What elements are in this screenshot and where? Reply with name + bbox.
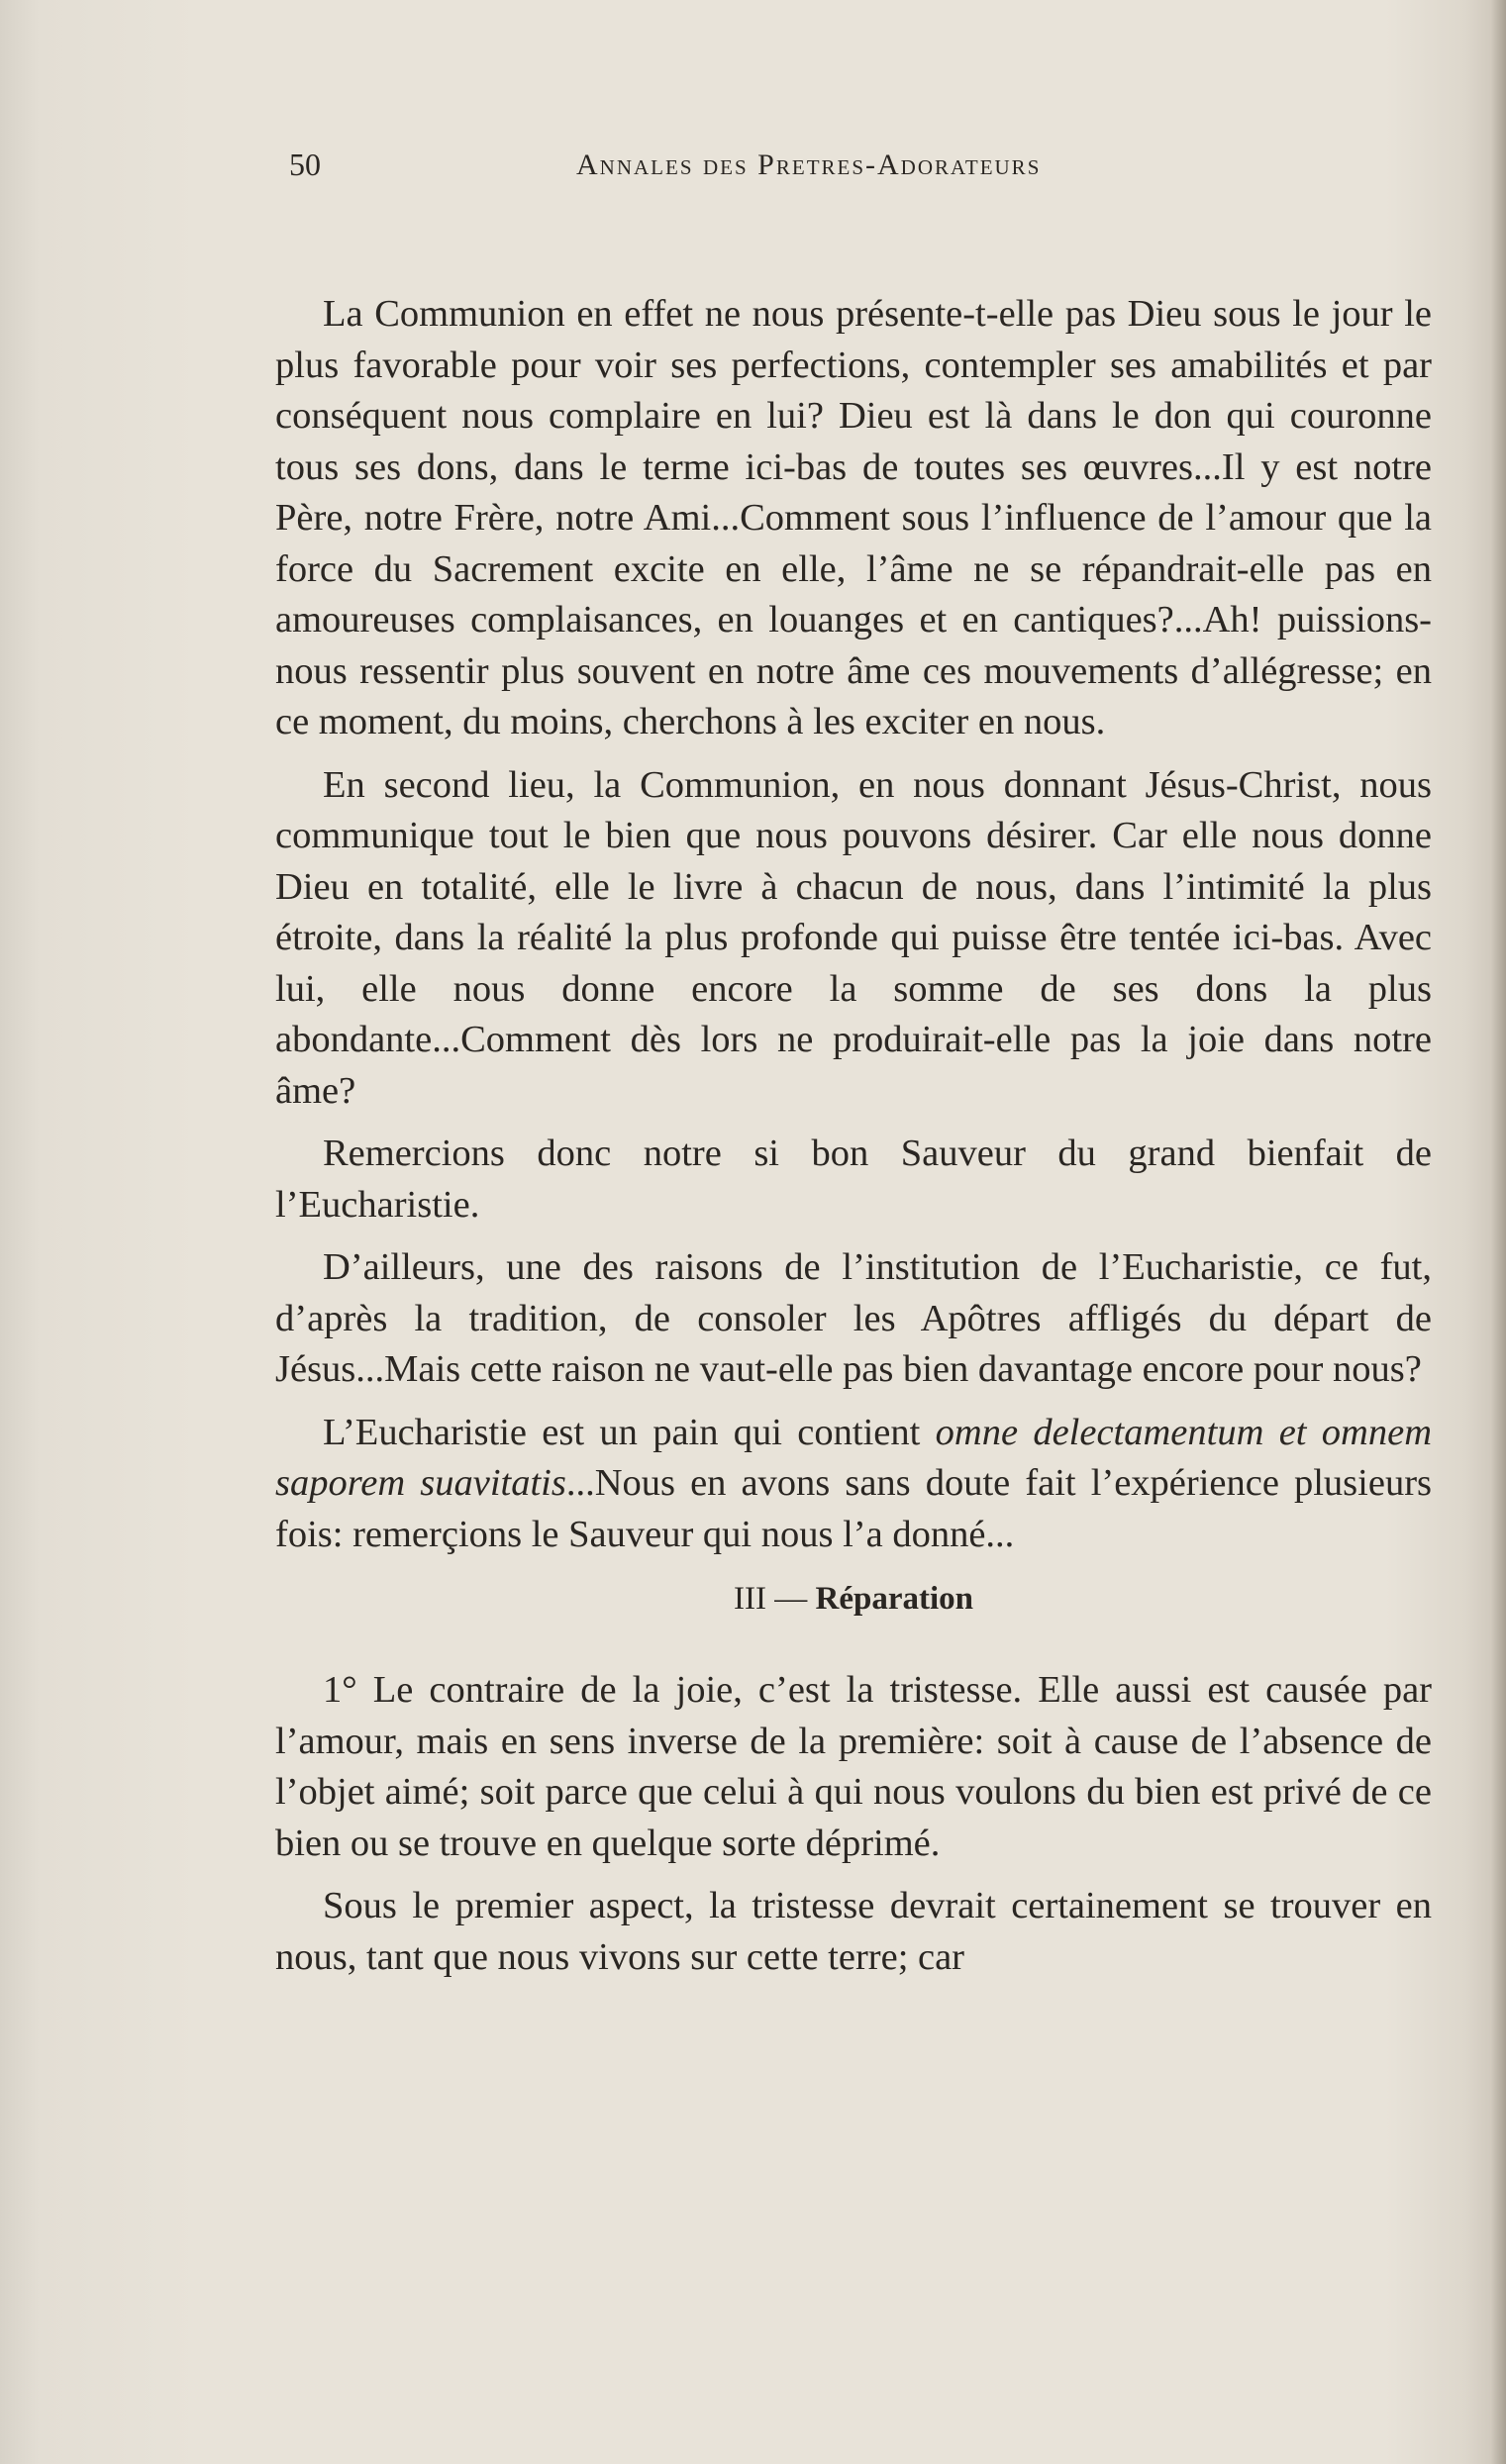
section-title: Réparation <box>815 1581 973 1617</box>
paragraph-second-place: En second lieu, la Communion, en nous donnant Jésus-Christ, nous communique tout le bien que nous pouvons désirer. Car elle nous donne Dieu en totalité, elle le livre à chacun de nous, dans l’intimité la plus étroite, dans la réalité la plus profonde qui puisse être tentée ici-bas. Avec lui, elle nous donne encore la somme de ses dons la plus abondante...Comment dès lors ne produirait-elle pas la joie dans notre âme? <box>275 763 1432 1112</box>
paragraph-pain-end: ...Nous en avons sans doute fait l’expérience plusieurs fois: remerçions le Sauveur qui nous l’a donné... <box>275 1462 1432 1555</box>
paragraph-institution: D’ailleurs, une des raisons de l’institution de l’Eucharistie, ce fut, d’après la tradition, de consoler les Apôtres affligés du départ de Jésus...Mais cette raison ne vaut-elle pas bien davantage encore pour nous? <box>275 1246 1432 1390</box>
section-number: III — <box>734 1581 816 1617</box>
paragraph-pain <box>275 1408 1432 1561</box>
paragraph-thanks: Remercions donc notre si bon Sauveur du grand bienfait de l’Eucharistie. <box>275 1133 1432 1226</box>
paragraph-sadness: 1° Le contraire de la joie, c’est la tristesse. Elle aussi est causée par l’amour, mais en sens inverse de la première: soit à cause de l’absence de l’objet aimé; soit parce que celui à qui nous voulons du bien est privé de ce bien ou se trouve en quelque sorte déprimé. <box>275 1669 1432 1864</box>
running-title: Annales des Pretres-Adorateurs <box>576 148 1042 181</box>
paragraph-pain-start: L’Eucharistie est un pain qui contient <box>323 1411 936 1453</box>
paragraph-first-aspect: Sous le premier aspect, la tristesse devrait certainement se trouver en nous, tant que nous vivons sur cette terre; car <box>275 1885 1432 1978</box>
book-spine-shadow <box>1490 0 1506 2464</box>
page-number: 50 <box>289 147 321 182</box>
page-header <box>289 147 1279 194</box>
latin-quote: omne delectamentum et omnem saporem suavitatis <box>275 1411 1433 1504</box>
body-text <box>275 289 1432 1995</box>
section-heading <box>275 1576 1432 1622</box>
paragraph-communion-joy: La Communion en effet ne nous présente-t-elle pas Dieu sous le jour le plus favorable pour voir ses perfections, contempler ses amabilités et par conséquent nous complaire en lui? Dieu est là dans le don qui couronne tous ses dons, dans le terme ici-bas de toutes ses œuvres...Il y est notre Père, notre Frère, notre Ami...Comment sous l’influence de l’amour que la force du Sacrement excite en elle, l’âme ne se répandrait-elle pas en amoureuses complaisances, en louanges et en cantiques?...Ah! puissions-nous ressentir plus souvent en notre âme ces mouvements d’allégresse; en ce moment, du moins, cherchons à les exciter en nous. <box>275 293 1432 742</box>
